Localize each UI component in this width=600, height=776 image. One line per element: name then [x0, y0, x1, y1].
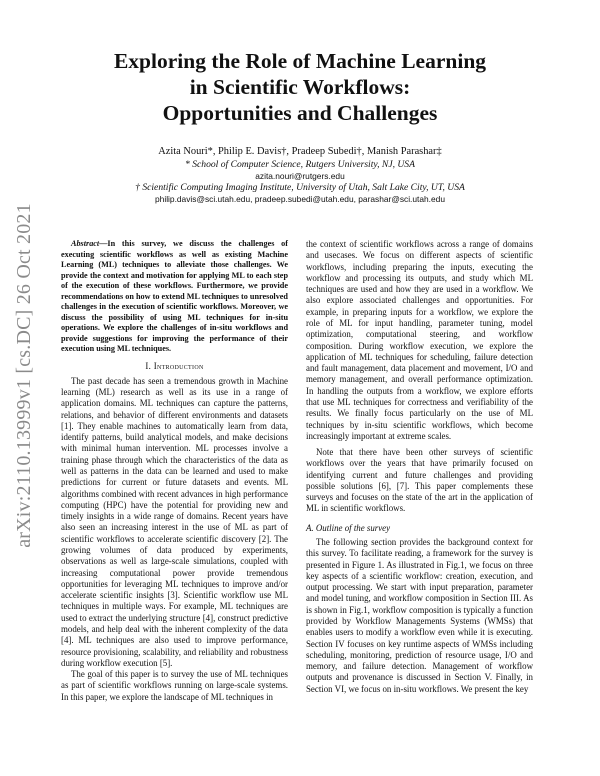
arxiv-stamp-text: arXiv:2110.13999v1 [cs.DC] 26 Oct 2021	[12, 202, 35, 548]
affiliation-2: † Scientific Computing Imaging Institute, University of Utah, Salt Lake City, UT, USA	[135, 182, 465, 194]
subsection-heading-a: A. Outline of the survey	[306, 522, 391, 533]
title-line-1: Exploring the Role of Machine Learning	[113, 49, 487, 73]
email-1: azita.nouri@rutgers.edu	[255, 170, 345, 181]
section-title-1: Introduction	[153, 360, 204, 371]
title-line-2: in Scientific Workflows:	[189, 75, 411, 99]
intro-paragraph-2-continued: the context of scientific workflows across a range of domains and usecases. We focus on different aspects of scientific workflows, including preparing the inputs, executing the workflow and processing its outputs, and study which ML techniques are used and how they are used in a workflow. We also explore associated challenges and opportunities. For example, in preparing inputs for a workflow, we explore the role of ML for input handling, parameter tuning, model optimization, computational steering, and workflow composition. During workflow execution, we explore the application of ML techniques for scheduling, failure detection and fault management, data placement and movement, I/O and memory management, and overall performance optimization. In handling the outputs from a workflow, we explore efforts that use ML techniques for correctness and verifiability of the results. We finally focus particularly on the use of ML techniques by in-situ scientific workflows, which become increasingly important at extreme scales.	[306, 239, 533, 441]
section-heading-1	[61, 361, 288, 372]
abstract	[61, 239, 288, 355]
outline-paragraph-1: The following section provides the background context for this survey. To facilitate reading, a framework for the survey is presented in Figure 1. As illustrated in Fig.1, we focus on three key aspects of a scientific workflow: creation, execution, and output processing. We start with input preparation, parameter and model tuning, and workflow composition in Section III. As is shown in Fig.1, workflow composition is typically a function provided by Workflow Managements Systems (WMSs) that enables users to modify a workflow even while it is executing. Section IV focuses on key runtime aspects of WMSs including scheduling, monitoring, prediction of resource usage, I/O and memory, and failure detection. Management of workflow outputs and provenance is discussed in Section V. Finally, in Section VI, we focus on in-situ workflows. We present the key	[306, 537, 533, 694]
left-column	[61, 239, 288, 703]
right-column	[306, 239, 533, 695]
section-number-1: I.	[145, 360, 152, 371]
affiliation-1: * School of Computer Science, Rutgers University, NJ, USA	[185, 158, 415, 170]
abstract-label: Abstract	[71, 239, 100, 248]
arxiv-stamp	[4, 202, 44, 548]
intro-paragraph-1: The past decade has seen a tremendous growth in Machine learning (ML) research as well as its use in a range of application domains. ML techniques can capture the patterns, relations, and behavior of different environments and datasets [1]. They enable machines to automatically learn from data, identify patterns, build analytical models, and make decisions with minimal human intervention. ML processes involve a training phase through which the characteristics of the data as well as patterns in the data can be learned and used to make predictions for current or future datasets and events. ML algorithms combined with recent advances in high performance computing (HPC) have the potential for providing new and timely insights in a wide range of domains. Recent years have also seen an increasing interest in the use of ML as part of scientific workflows to accelerate scientific discovery [2]. The growing volumes of data produced by experiments, observations as well as large-scale simulations, coupled with increasing computational power provide tremendous opportunities for leveraging ML techniques to improve and/or accelerate scientific insights [3]. Scientific workflow use ML techniques in multiple ways. For example, ML techniques are used to extract the underlying structure [4], construct predictive models, and help deal with the inherent complexity of the data [4]. ML techniques are also used to improve performance, resource provisioning, scalability, and reliability and robustness during workflow execution [5].	[61, 375, 288, 668]
author-names: Azita Nouri*, Philip E. Davis†, Pradeep Subedi†, Manish Parashar‡	[158, 146, 442, 157]
abstract-text: —In this survey, we discuss the challenges of executing scientific workflows as well as existing Machine Learning (ML) techniques to alleviate those challenges. We provide the context and motivation for applying ML to each step of the execution of these workflows. Furthermore, we provide recommendations on how to extend ML techniques to unresolved challenges in the execution of scientific workflows. Moreover, we discuss the possibility of using ML techniques for in-situ operations. We explore the challenges of in-situ workflows and provide suggestions for improving the performance of their execution using ML techniques.	[61, 239, 288, 353]
email-2: philip.davis@sci.utah.edu, pradeep.subedi@utah.edu, parashar@sci.utah.edu	[155, 194, 445, 205]
title-line-3: Opportunities and Challenges	[162, 101, 438, 125]
intro-paragraph-3: Note that there have been other surveys of scientific workflows over the years that have primarily focused on identifying current and future challenges and providing possible solutions [6], [7]. This paper complements these surveys and focuses on the state of the art in the application of ML in scientific workflows.	[306, 447, 533, 514]
author-block	[60, 146, 540, 206]
intro-paragraph-2: The goal of this paper is to survey the use of ML techniques as part of scientific workflows running on large-scale systems. In this paper, we explore the landscape of ML techniques in	[61, 669, 288, 702]
paper-title	[60, 48, 540, 126]
